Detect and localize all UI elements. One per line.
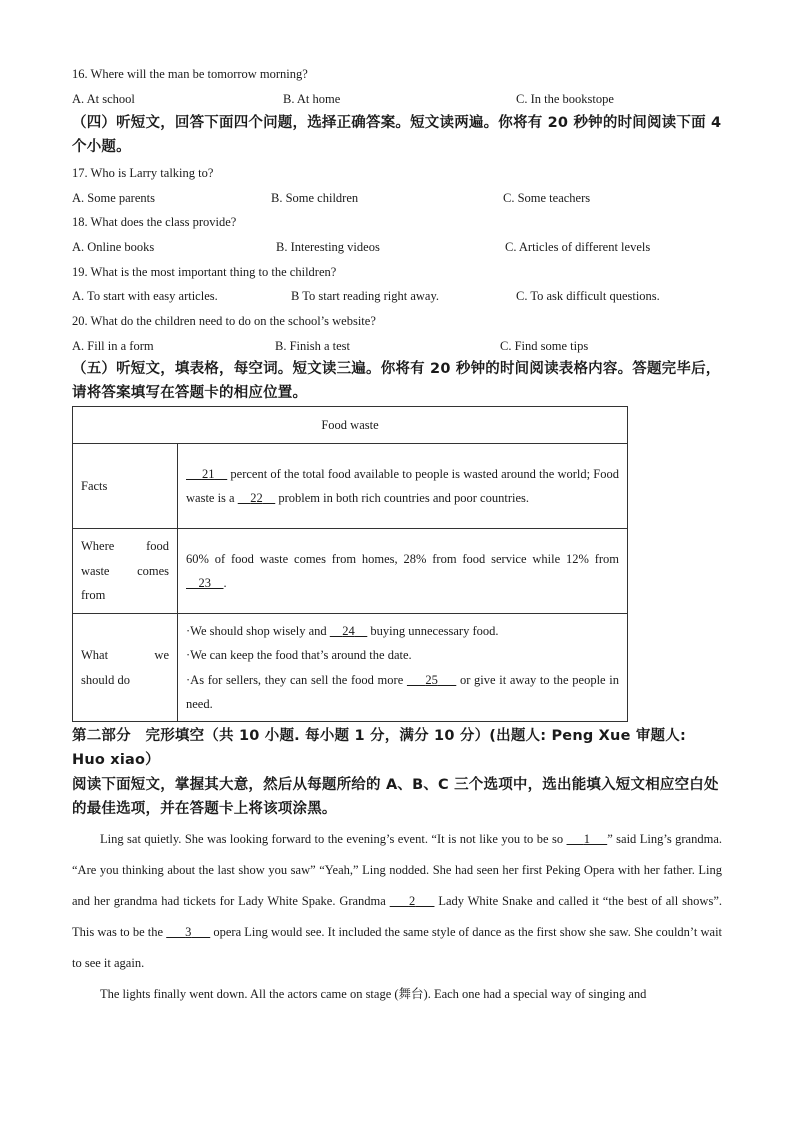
row-content-what-we-should-do: ·We should shop wisely and 24 buying unnecessary food. ·We can keep the food that’s around the date. ·As for sellers, they can sell the food more 25 or give it away to the people in need. (178, 614, 628, 722)
q17-option-a: A. Some parents (72, 191, 155, 205)
table-row (73, 614, 628, 722)
question-17: 17. Who is Larry talking to? (72, 166, 214, 180)
q20-option-c: C. Find some tips (500, 339, 589, 353)
table-header-row (73, 407, 628, 444)
table-row (73, 444, 628, 529)
row-label-what-we-should-do: What we should do (73, 614, 178, 722)
q17-option-b: B. Some children (271, 191, 359, 205)
facts-text-a: percent of the total food available to people is wasted around the world; Food waste is a (186, 466, 619, 505)
blank-21[interactable]: 21 (201, 466, 215, 481)
q18-option-b: B. Interesting videos (276, 240, 380, 254)
part-2-heading: 第二部分 完形填空（共 10 小题. 每小题 1 分，满分 10 分）(出题人: Peng Xue 审题人: Huo xiao） (72, 728, 686, 768)
blank-1[interactable]: 1 (583, 832, 590, 846)
blank-2[interactable]: 2 (408, 894, 416, 908)
q18-option-c: C. Articles of different levels (505, 240, 651, 254)
q16-option-b: B. At home (283, 92, 341, 106)
cloze-paragraph-1: Ling sat quietly. She was looking forward to the evening’s event. “It is not like you to be so 1 ” said Ling’s grandma. “Are you thinking about the last show you saw” “Yeah,” Ling nodded. She had seen her first Peking Opera with her father. Ling and her grandma had tickets for Lady White Spake. Grandma 2 Lady White Snake and called it “the best of all shows”. This was to be the 3 opera Ling would see. It included the same style of dance as the first show she saw. She couldn’t wait to see it again. (72, 832, 723, 970)
row-label-where-food-comes-from: Where food waste comes from (73, 529, 178, 614)
q20-option-a: A. Fill in a form (72, 339, 154, 353)
q19-option-a: A. To start with easy articles. (72, 289, 218, 303)
cloze-paragraph-2: The lights finally went down. All the actors came on stage (舞台). Each one had a special way of singing and (100, 987, 647, 1001)
blank-22[interactable]: 22 (250, 491, 263, 505)
question-16: 16. Where will the man be tomorrow morning? (72, 67, 308, 81)
row-label-facts: Facts (73, 444, 178, 529)
q16-option-c: C. In the bookstope (516, 92, 614, 106)
q19-option-b: B To start reading right away. (291, 289, 440, 303)
facts-text-b: problem in both rich countries and poor countries. (275, 491, 529, 505)
q20-option-b: B. Finish a test (275, 339, 351, 353)
question-19: 19. What is the most important thing to the children? (72, 265, 337, 279)
q16-option-a: A. At school (72, 92, 135, 106)
row-content-facts (178, 444, 628, 529)
row-content-where-food-comes-from: 60% of food waste comes from homes, 28% from food service while 12% from 23 . (178, 529, 628, 614)
section-5-instruction: （五）听短文，填表格，每空词。短文读三遍。你将有 20 秒钟的时间阅读表格内容。答题完毕后，请将答案填写在答题卡的相应位置。 (72, 361, 721, 401)
q18-option-a: A. Online books (72, 240, 155, 254)
part-2-instruction: 阅读下面短文，掌握其大意，然后从每题所给的 A、B、C 三个选项中，选出能填入短文相应空白处的最佳选项，并在答题卡上将该项涂黑。 (72, 777, 719, 817)
q19-option-c: C. To ask difficult questions. (516, 289, 660, 303)
q17-option-c: C. Some teachers (503, 191, 591, 205)
question-20: 20. What do the children need to do on the school’s website? (72, 314, 376, 328)
food-waste-table (72, 406, 628, 722)
table-row (73, 529, 628, 614)
question-18: 18. What does the class provide? (72, 215, 237, 229)
section-4-instruction: （四）听短文，回答下面四个问题，选择正确答案。短文读两遍。你将有 20 秒钟的时间阅读下面 4 个小题。 (72, 115, 722, 155)
blank-25[interactable]: 25 (425, 672, 438, 687)
blank-23[interactable]: 23 (198, 576, 211, 590)
blank-3[interactable]: 3 (185, 925, 192, 939)
blank-24[interactable]: 24 (342, 623, 355, 638)
table-title: Food waste (73, 407, 628, 444)
